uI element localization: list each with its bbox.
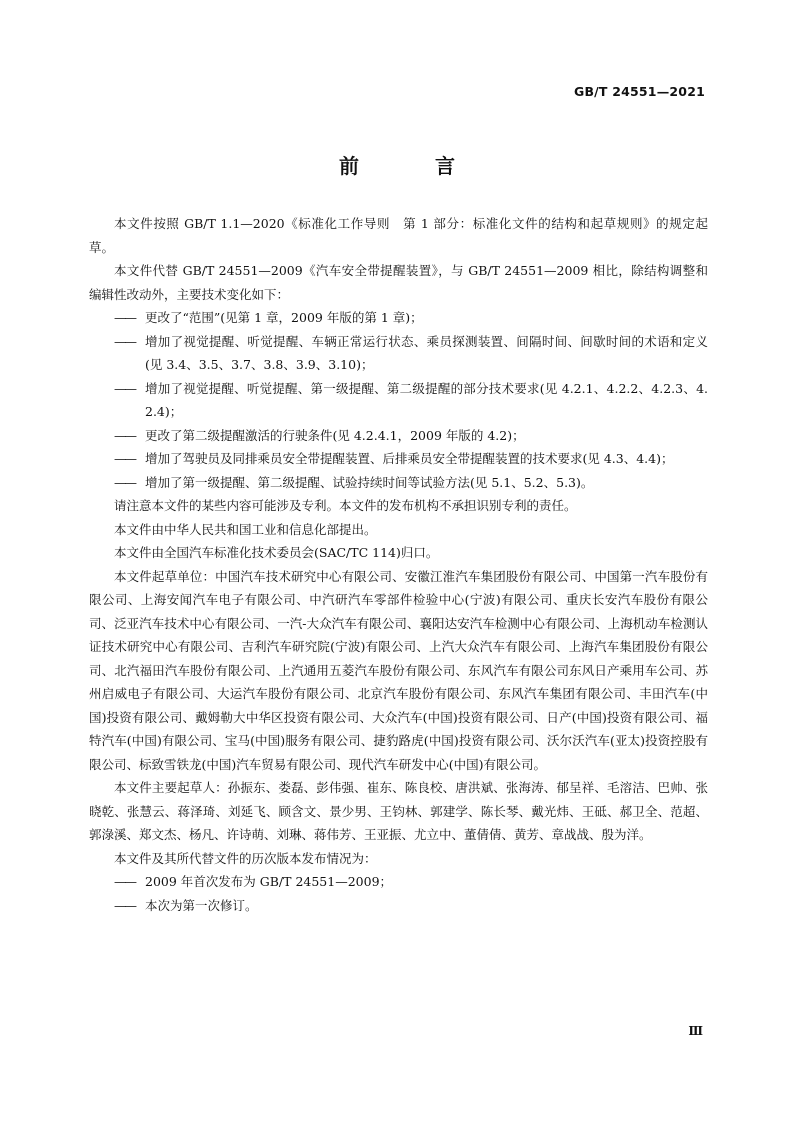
standard-number: GB/T 24551—2021 — [573, 84, 705, 99]
version-history-list — [89, 870, 708, 917]
patent-notice: 请注意本文件的某些内容可能涉及专利。本文件的发布机构不承担识别专利的责任。 — [114, 498, 577, 513]
page-title: 前 言 — [339, 154, 483, 178]
change-item: —— 更改了“范围”(见第 1 章，2009 年版的第 1 章)； — [89, 306, 708, 330]
drafting-basis-paragraph: 本文件按照 GB/T 1.1—2020《标准化工作导则 第 1 部分：标准化文件的结构和起草规则》的规定起草。 — [89, 216, 708, 255]
page-number: Ⅲ — [688, 1024, 703, 1038]
change-item: —— 增加了第一级提醒、第二级提醒、试验持续时间等试验方法(见 5.1、5.2、5.3)。 — [89, 471, 708, 495]
foreword-body — [89, 212, 708, 917]
drafting-units: 本文件起草单位：中国汽车技术研究中心有限公司、安徽江淮汽车集团股份有限公司、中国第一汽车股份有限公司、上海安闻汽车电子有限公司、中汽研汽车零部件检验中心(宁波)有限公司、重庆长安汽车股份有限公司、泛亚汽车技术中心有限公司、一汽-大众汽车有限公司、襄阳达安汽车检测中心有限公司、上海机动车检测认证技术研究中心有限公司、吉利汽车研究院(宁波)有限公司、上汽大众汽车有限公司、上海汽车集团股份有限公司、北汽福田汽车股份有限公司、上汽通用五菱汽车股份有限公司、东风汽车有限公司东风日产乘用车公司、苏州启威电子有限公司、大运汽车股份有限公司、北京汽车股份有限公司、东风汽车集团有限公司、丰田汽车(中国)投资有限公司、戴姆勒大中华区投资有限公司、大众汽车(中国)投资有限公司、日产(中国)投资有限公司、福特汽车(中国)有限公司、宝马(中国)服务有限公司、捷豹路虎(中国)投资有限公司、沃尔沃汽车(亚太)投资控股有限公司、标致雪铁龙(中国)汽车贸易有限公司、现代汽车研发中心(中国)有限公司。 — [89, 568, 708, 772]
managed-by: 本文件由全国汽车标准化技术委员会(SAC/TC 114)归口。 — [114, 545, 439, 560]
history-intro: 本文件及其所代替文件的历次版本发布情况为： — [114, 850, 377, 866]
proposed-by: 本文件由中华人民共和国工业和信息化部提出。 — [114, 521, 377, 537]
history-item: —— 本次为第一次修订。 — [89, 894, 708, 918]
change-item: —— 更改了第二级提醒激活的行驶条件(见 4.2.4.1，2009 年版的 4.2)； — [89, 424, 708, 448]
change-item: —— 增加了驾驶员及同排乘员安全带提醒装置、后排乘员安全带提醒装置的技术要求(见 4.3、4.4)； — [89, 447, 708, 471]
technical-changes-list — [89, 306, 708, 494]
drafters: 本文件主要起草人：孙振东、娄磊、彭伟强、崔东、陈良校、唐洪斌、张海涛、郁呈祥、毛溶洁、巴帅、张晓乾、张慧云、蒋泽琦、刘延飞、顾含文、景少男、王钧林、郭建学、陈长琴、戴光炜、王砥、郝卫全、范超、郭淥溪、郑文杰、杨凡、许诗萌、刘琳、蒋伟芳、王亚振、尤立中、董倩倩、黄芳、章战战、殷为洋。 — [89, 780, 708, 842]
history-item: —— 2009 年首次发布为 GB/T 24551—2009； — [89, 870, 708, 894]
change-item: —— 增加了视觉提醒、听觉提醒、车辆正常运行状态、乘员探测装置、间隔时间、间歇时间的术语和定义(见 3.4、3.5、3.7、3.8、3.9、3.10)； — [89, 330, 708, 377]
change-item: —— 增加了视觉提醒、听觉提醒、第一级提醒、第二级提醒的部分技术要求(见 4.2.1、4.2.2、4.2.3、4.2.4)； — [89, 377, 708, 424]
replacement-paragraph: 本文件代替 GB/T 24551—2009《汽车安全带提醒装置》，与 GB/T 24551—2009 相比，除结构调整和编辑性改动外，主要技术变化如下： — [89, 263, 708, 302]
